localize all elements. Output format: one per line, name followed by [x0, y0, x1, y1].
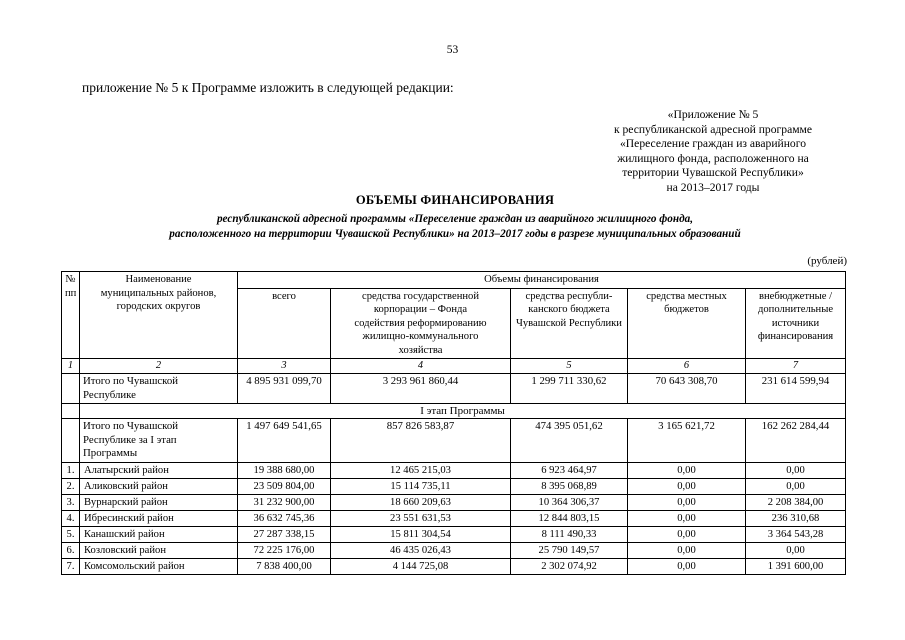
table-header-row-group	[62, 272, 846, 289]
table-row	[62, 462, 846, 478]
stage-total-value-republic: 474 395 051,62	[511, 419, 628, 463]
header-republic-line-1: средства республи-	[525, 290, 613, 302]
row-index: 6.	[62, 542, 80, 558]
header-extra-line-3: источники	[771, 317, 820, 329]
column-number-7: 7	[746, 359, 846, 374]
row-value-republic: 6 923 464,97	[511, 462, 628, 478]
stage-total-label-line-2: Республике за I этап	[83, 433, 177, 446]
header-cell-fund	[331, 288, 511, 359]
financing-table	[61, 271, 846, 575]
row-value-extra: 3 364 543,28	[746, 526, 846, 542]
row-value-fund: 46 435 026,43	[331, 542, 511, 558]
row-value-local: 0,00	[628, 478, 746, 494]
row-value-total: 36 632 745,36	[238, 510, 331, 526]
header-extra-line-2: дополнительные	[757, 304, 834, 315]
row-index: 5.	[62, 526, 80, 542]
stage-total-label-line-3: Программы	[83, 447, 138, 459]
row-value-local: 0,00	[628, 494, 746, 510]
row-value-total: 7 838 400,00	[238, 558, 331, 574]
grand-total-value-local: 70 643 308,70	[628, 374, 746, 404]
row-value-extra: 236 310,68	[746, 510, 846, 526]
header-cell-total: всего	[238, 288, 331, 359]
row-value-republic: 12 844 803,15	[511, 510, 628, 526]
intro-paragraph: приложение № 5 к Программе изложить в следующей редакции:	[82, 80, 454, 95]
header-extra-line-4: финансирования	[757, 331, 834, 342]
header-number-line-1: №	[65, 274, 76, 285]
row-municipality-name: Аликовский район	[80, 478, 238, 494]
stage-title-spacer	[62, 404, 80, 419]
table-row	[62, 494, 846, 510]
header-fund-line-1: средства государственной	[362, 290, 479, 302]
row-value-local: 0,00	[628, 510, 746, 526]
row-municipality-name: Козловский район	[80, 542, 238, 558]
header-cell-extra-budget	[746, 288, 846, 359]
column-number-5: 5	[511, 359, 628, 374]
row-value-local: 0,00	[628, 558, 746, 574]
row-municipality-name: Канашский район	[80, 526, 238, 542]
stage-total-label	[80, 419, 238, 463]
column-number-1: 1	[62, 359, 80, 374]
row-value-local: 0,00	[628, 526, 746, 542]
row-index: 2.	[62, 478, 80, 494]
row-value-fund: 15 114 735,11	[331, 478, 511, 494]
row-value-fund: 23 551 631,53	[331, 510, 511, 526]
table-row	[62, 558, 846, 574]
row-value-extra: 2 208 384,00	[746, 494, 846, 510]
grand-total-index	[62, 374, 80, 404]
column-number-4: 4	[331, 359, 511, 374]
header-cell-number	[62, 272, 80, 359]
row-value-total: 31 232 900,00	[238, 494, 331, 510]
header-local-line-1: средства местных	[646, 290, 727, 302]
table-row-grand-total	[62, 374, 846, 404]
row-index: 4.	[62, 510, 80, 526]
row-value-republic: 8 395 068,89	[511, 478, 628, 494]
appendix-line-4: жилищного фонда, расположенного на	[617, 151, 809, 165]
row-value-extra: 0,00	[746, 462, 846, 478]
stage-title-label: I этап Программы	[80, 404, 846, 419]
appendix-line-2: к республиканской адресной программе	[613, 122, 813, 136]
row-index: 1.	[62, 462, 80, 478]
row-value-total: 23 509 804,00	[238, 478, 331, 494]
row-value-total: 72 225 176,00	[238, 542, 331, 558]
column-number-2: 2	[80, 359, 238, 374]
row-value-fund: 12 465 215,03	[331, 462, 511, 478]
row-value-local: 0,00	[628, 542, 746, 558]
row-index: 7.	[62, 558, 80, 574]
header-fund-line-5: хозяйства	[398, 344, 443, 356]
row-value-fund: 15 811 304,54	[331, 526, 511, 542]
appendix-line-1: «Приложение № 5	[667, 108, 759, 121]
header-extra-line-1: внебюджетные /	[758, 290, 833, 302]
table-row	[62, 526, 846, 542]
header-fund-line-4: жилищно-коммунального	[362, 331, 479, 342]
grand-total-value-fund: 3 293 961 860,44	[331, 374, 511, 404]
row-index: 3.	[62, 494, 80, 510]
units-label: (рублей)	[807, 255, 847, 267]
header-municipality-line-2: муниципальных районов,	[100, 287, 217, 299]
header-cell-municipality	[80, 272, 238, 359]
stage-total-index	[62, 419, 80, 463]
stage-total-label-line-1: Итого по Чувашской	[83, 420, 179, 432]
row-value-total: 27 287 338,15	[238, 526, 331, 542]
table-row	[62, 542, 846, 558]
row-value-extra: 0,00	[746, 478, 846, 494]
page-title: ОБЪЕМЫ ФИНАНСИРОВАНИЯ	[355, 193, 555, 207]
page-number: 53	[446, 44, 459, 56]
column-number-6: 6	[628, 359, 746, 374]
page-subtitle-line-1: республиканской адресной программы «Переселение граждан из аварийного жилищного фонда,	[216, 213, 694, 225]
stage-total-value-fund: 857 826 583,87	[331, 419, 511, 463]
stage-total-value-extra: 162 262 284,44	[746, 419, 846, 463]
header-cell-republic-budget	[511, 288, 628, 359]
appendix-reference-block	[565, 108, 861, 196]
table-row	[62, 478, 846, 494]
header-cell-financing-group: Объемы финансирования	[238, 272, 846, 289]
row-value-fund: 4 144 725,08	[331, 558, 511, 574]
appendix-line-5: территории Чувашской Республики»	[622, 166, 804, 180]
grand-total-value-total: 4 895 931 099,70	[238, 374, 331, 404]
appendix-line-6: на 2013–2017 годы	[666, 180, 760, 194]
header-number-line-2: пп	[65, 287, 77, 299]
row-value-extra: 0,00	[746, 542, 846, 558]
row-municipality-name: Ибресинский район	[80, 510, 238, 526]
header-cell-local-budget	[628, 288, 746, 359]
row-value-republic: 10 364 306,37	[511, 494, 628, 510]
row-value-fund: 18 660 209,63	[331, 494, 511, 510]
header-republic-line-2: канского бюджета	[528, 304, 610, 315]
grand-total-label-line-1: Итого по Чувашской	[83, 375, 179, 387]
row-value-local: 0,00	[628, 462, 746, 478]
row-value-republic: 8 111 490,33	[511, 526, 628, 542]
page-subtitle-line-2: расположенного на территории Чувашской Республики» на 2013–2017 годы в разрезе муниципальных образований	[169, 227, 741, 240]
header-local-line-2: бюджетов	[664, 304, 709, 315]
table-row-stage-title	[62, 404, 846, 419]
header-republic-line-3: Чувашской Республики	[516, 317, 622, 329]
stage-total-value-total: 1 497 649 541,65	[238, 419, 331, 463]
header-municipality-line-1: Наименование	[125, 274, 192, 285]
header-municipality-line-3: городских округов	[116, 301, 201, 312]
grand-total-value-extra: 231 614 599,94	[746, 374, 846, 404]
header-fund-line-3: содействия реформированию	[354, 317, 487, 329]
row-municipality-name: Комсомольский район	[80, 558, 238, 574]
grand-total-label	[80, 374, 238, 404]
header-fund-line-2: корпорации – Фонда	[373, 304, 468, 315]
stage-total-value-local: 3 165 621,72	[628, 419, 746, 463]
row-municipality-name: Вурнарский район	[80, 494, 238, 510]
column-number-3: 3	[238, 359, 331, 374]
row-value-total: 19 388 680,00	[238, 462, 331, 478]
row-value-extra: 1 391 600,00	[746, 558, 846, 574]
column-number-row	[62, 359, 846, 374]
grand-total-label-line-2: Республике	[83, 388, 136, 401]
row-value-republic: 25 790 149,57	[511, 542, 628, 558]
grand-total-value-republic: 1 299 711 330,62	[511, 374, 628, 404]
document-title-block	[55, 193, 855, 241]
row-municipality-name: Алатырский район	[80, 462, 238, 478]
table-row	[62, 510, 846, 526]
row-value-republic: 2 302 074,92	[511, 558, 628, 574]
appendix-line-3: «Переселение граждан из аварийного	[620, 137, 806, 151]
table-row-stage-total	[62, 419, 846, 463]
